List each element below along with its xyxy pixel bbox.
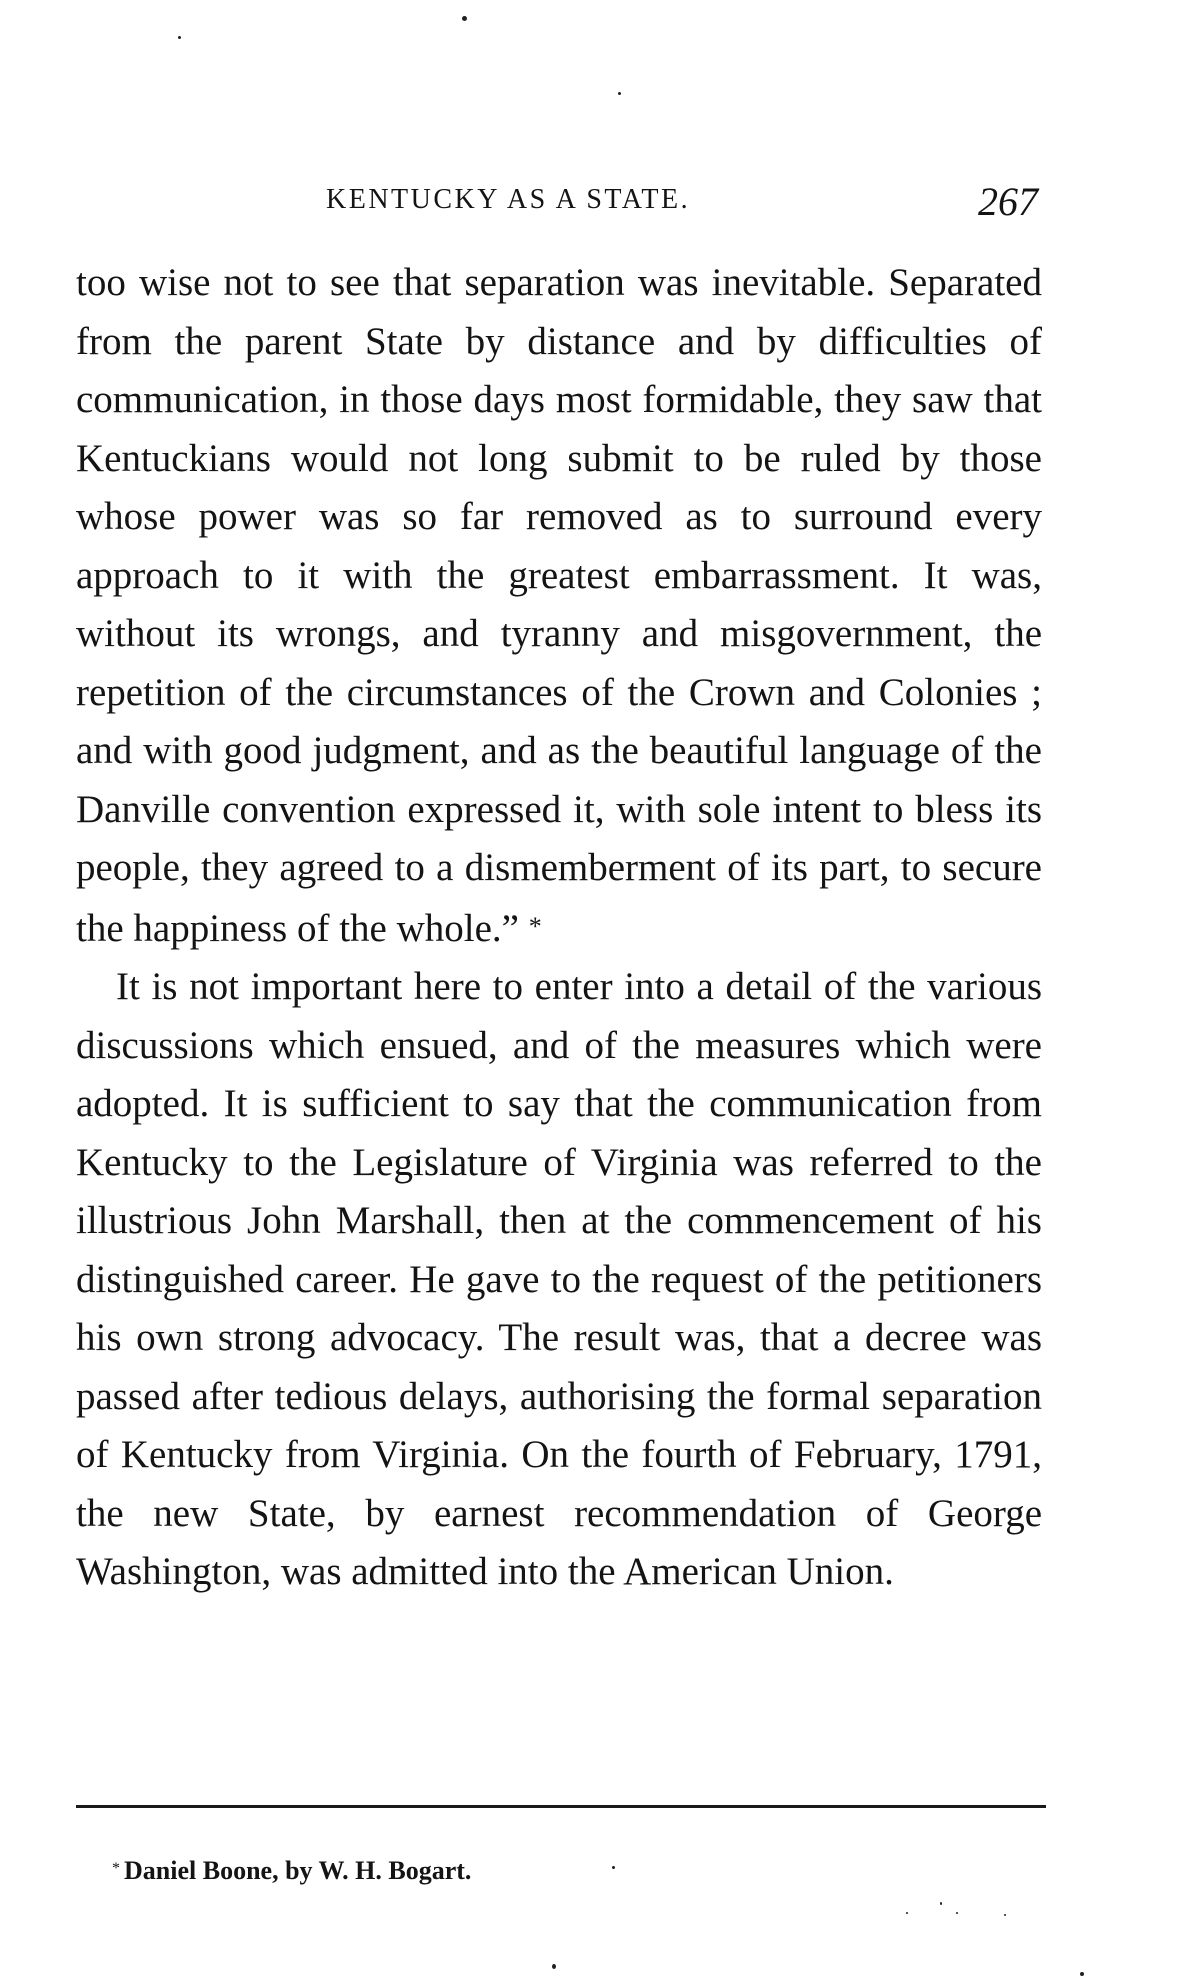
print-speck xyxy=(462,16,467,21)
paragraph xyxy=(76,958,1042,1602)
paragraph-text: too wise not to see that separation was inevitable. Separated from the parent State by distance and by difficulties of communication, in those days most formidable, they saw that Kentuckians would not long submit to be ruled by those whose power was so far removed as to surround every approach to it with the greatest embarrassment. It was, without its wrongs, and tyranny and misgovernment, the repetition of the circumstances of the Crown and Colonies ; and with good judgment, and as the beautiful language of the Danville convention expressed it, with sole intent to bless its people, they agreed to a dismemberment of its part, to secure the happiness of the whole.” xyxy=(76,261,1042,950)
print-speck xyxy=(956,1912,958,1914)
body-text xyxy=(76,254,1042,1602)
page-number: 267 xyxy=(978,179,1038,224)
print-speck xyxy=(552,1964,556,1969)
footnote-reference: * xyxy=(528,911,542,941)
print-speck xyxy=(618,92,621,95)
footnote-text: Daniel Boone, by W. H. Bogart. xyxy=(124,1856,472,1885)
print-speck xyxy=(940,1902,942,1905)
running-title: KENTUCKY AS A STATE. xyxy=(326,184,691,215)
print-speck xyxy=(1004,1914,1006,1916)
print-speck xyxy=(906,1912,908,1914)
footnote xyxy=(112,1856,471,1886)
print-speck xyxy=(612,1866,615,1869)
paragraph xyxy=(76,254,1042,958)
print-speck xyxy=(1080,1972,1084,1976)
paragraph-text: It is not important here to enter into a detail of the various discussions which ensued, and of the measures which were adopted. It is sufficient to say that the communication from Kentucky to the Legislature of Virginia was referred to the illustrious John Marshall, then at the commencement of his distinguished career. He gave to the request of the petitioners his own strong advocacy. The result was, that a decree was passed after tedious delays, authorising the formal separation of Kentucky from Virginia. On the fourth of February, 1791, the new State, by earnest recommendation of George Washington, was admitted into the American Union. xyxy=(76,965,1042,1593)
page-header xyxy=(76,178,1046,230)
print-speck xyxy=(178,36,181,39)
footnote-marker: * xyxy=(112,1860,120,1877)
footnote-divider xyxy=(76,1805,1046,1808)
